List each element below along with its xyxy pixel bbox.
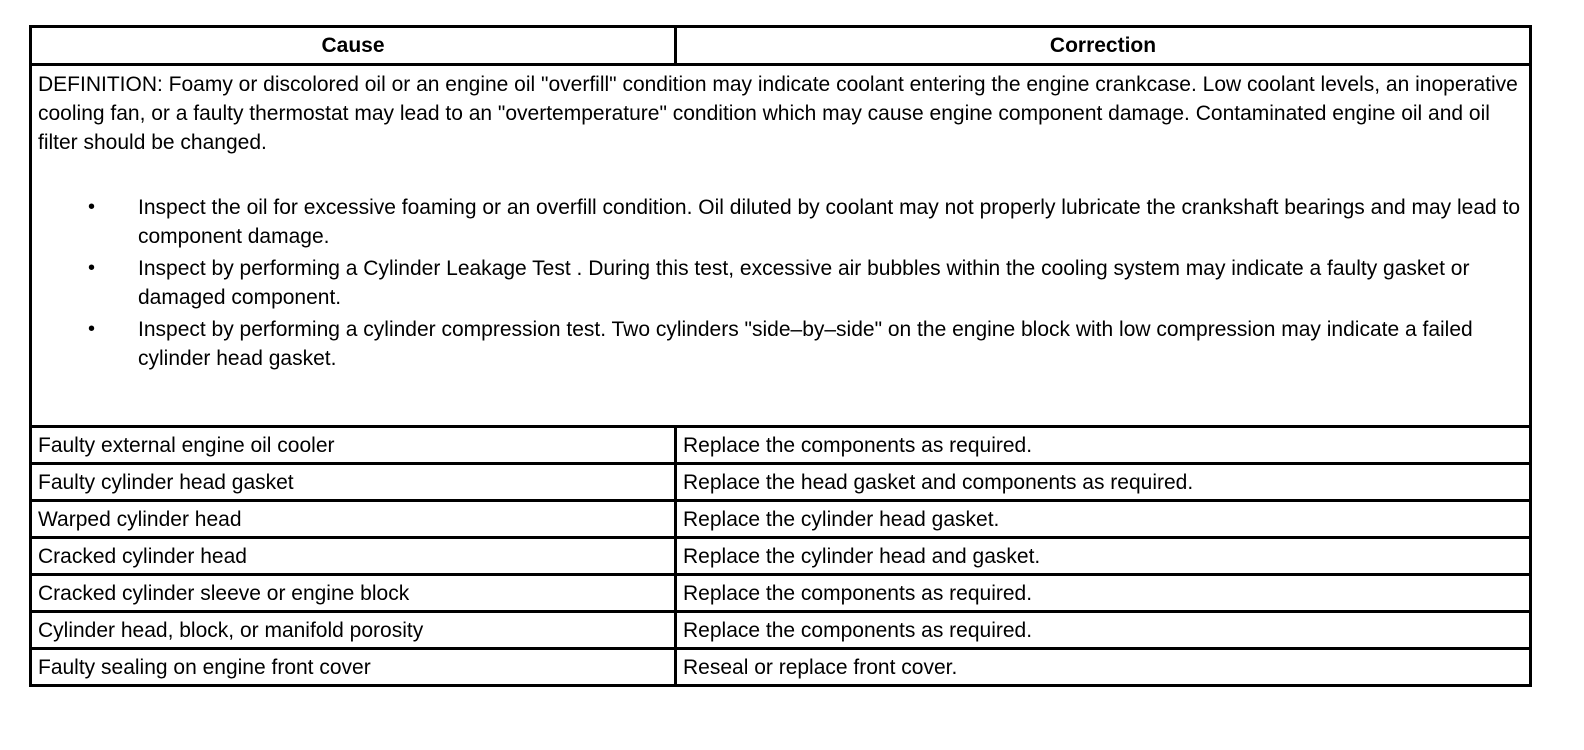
inspection-item xyxy=(88,193,1523,251)
inspection-item xyxy=(88,315,1523,373)
inspection-list xyxy=(38,193,1523,373)
cause-cell: Cracked cylinder head xyxy=(31,538,676,575)
bullet-icon: • xyxy=(88,318,96,340)
correction-cell: Replace the cylinder head and gasket. xyxy=(676,538,1531,575)
definition-cell xyxy=(31,65,1531,427)
bullet-icon: • xyxy=(88,257,96,279)
table-row xyxy=(31,501,1531,538)
inspection-item-text: Inspect by performing a Cylinder Leakage Test . During this test, excessive air bubbles within the cooling system may indicate a faulty gasket or damaged component. xyxy=(138,257,1470,309)
correction-cell: Replace the components as required. xyxy=(676,427,1531,464)
cause-cell: Cracked cylinder sleeve or engine block xyxy=(31,575,676,612)
bullet-icon: • xyxy=(88,196,96,218)
cause-cell: Faulty cylinder head gasket xyxy=(31,464,676,501)
definition-text: DEFINITION: Foamy or discolored oil or an engine oil "overfill" condition may indicate coolant entering the engine crankcase. Low coolant levels, an inoperative cooling fan, or a faulty thermostat may lead to an "overtemperature" condition which may cause engine component damage. Contaminated engine oil and oil filter should be changed. xyxy=(38,73,1518,154)
inspection-item-text: Inspect by performing a cylinder compression test. Two cylinders "side–by–side" on the engine block with low compression may indicate a failed cylinder head gasket. xyxy=(138,318,1473,370)
correction-cell: Replace the components as required. xyxy=(676,612,1531,649)
cause-cell: Faulty external engine oil cooler xyxy=(31,427,676,464)
correction-column-header: Correction xyxy=(676,27,1531,65)
diagnostic-table xyxy=(29,25,1532,687)
table-row xyxy=(31,464,1531,501)
inspection-item-text: Inspect the oil for excessive foaming or an overfill condition. Oil diluted by coolant may not properly lubricate the crankshaft bearings and may lead to component damage. xyxy=(138,196,1521,248)
table-row xyxy=(31,538,1531,575)
cause-cell: Faulty sealing on engine front cover xyxy=(31,649,676,686)
cause-cell: Cylinder head, block, or manifold porosity xyxy=(31,612,676,649)
table-row xyxy=(31,575,1531,612)
definition-row xyxy=(31,65,1531,427)
correction-cell: Replace the components as required. xyxy=(676,575,1531,612)
cause-cell: Warped cylinder head xyxy=(31,501,676,538)
table-row xyxy=(31,427,1531,464)
correction-cell: Replace the cylinder head gasket. xyxy=(676,501,1531,538)
correction-cell: Reseal or replace front cover. xyxy=(676,649,1531,686)
cause-column-header: Cause xyxy=(31,27,676,65)
table-row xyxy=(31,649,1531,686)
correction-cell: Replace the head gasket and components as required. xyxy=(676,464,1531,501)
header-row xyxy=(31,27,1531,65)
table-row xyxy=(31,612,1531,649)
inspection-item xyxy=(88,254,1523,312)
